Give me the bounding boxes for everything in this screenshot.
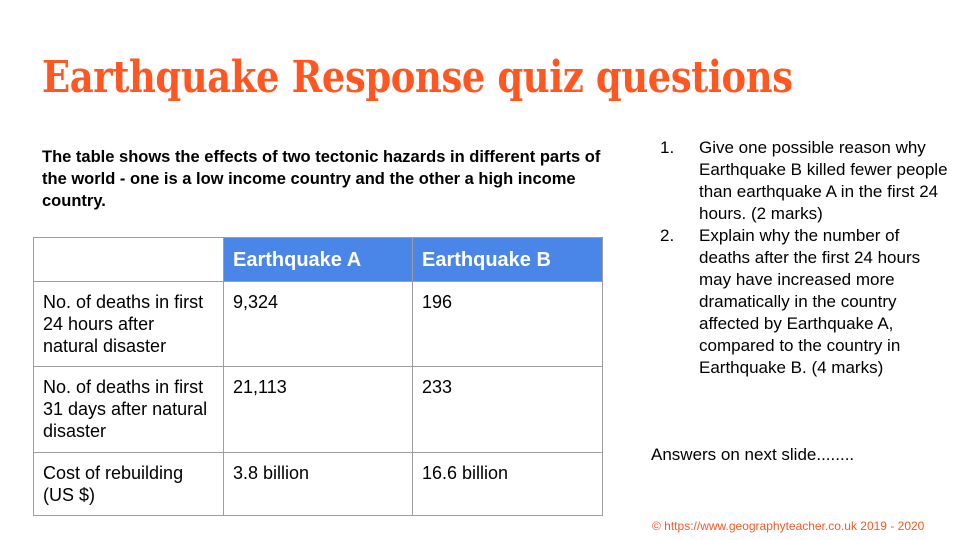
answers-note: Answers on next slide........ <box>651 445 855 464</box>
cell-a: 9,324 <box>224 282 413 367</box>
header-earthquake-b: Earthquake B <box>413 238 603 282</box>
header-earthquake-a: Earthquake A <box>224 238 413 282</box>
cell-a: 21,113 <box>224 367 413 453</box>
table-row <box>34 282 603 367</box>
table-row <box>34 367 603 453</box>
question-item <box>660 225 950 379</box>
header-blank <box>34 238 224 282</box>
copyright-footer: © https://www.geographyteacher.co.uk 2019 - 2020 <box>652 519 925 533</box>
row-label: No. of deaths in first 31 days after natural disaster <box>34 367 224 453</box>
question-text: Give one possible reason why Earthquake B killed fewer people than earthquake A in the first 24 hours. (2 marks) <box>699 138 948 223</box>
slide-title: Earthquake Response quiz questions <box>42 52 793 103</box>
cell-b: 233 <box>413 367 603 453</box>
question-list <box>660 137 950 379</box>
table-header-row <box>34 238 603 282</box>
intro-text: The table shows the effects of two tectonic hazards in different parts of the world - one is a low income country and the other a high income country. <box>42 148 601 210</box>
cell-b: 16.6 billion <box>413 453 603 516</box>
cell-a: 3.8 billion <box>224 453 413 516</box>
cell-b: 196 <box>413 282 603 367</box>
question-number: 1. <box>660 138 675 157</box>
earthquake-table <box>33 237 603 516</box>
question-text: Explain why the number of deaths after the first 24 hours may have increased more dramatically in the country affected by Earthquake A, compared to the country in Earthquake B. (4 marks) <box>699 226 921 377</box>
row-label: Cost of rebuilding (US $) <box>34 453 224 516</box>
row-label: No. of deaths in first 24 hours after natural disaster <box>34 282 224 367</box>
question-item <box>660 137 950 225</box>
question-number: 2. <box>660 226 675 245</box>
table-row <box>34 453 603 516</box>
